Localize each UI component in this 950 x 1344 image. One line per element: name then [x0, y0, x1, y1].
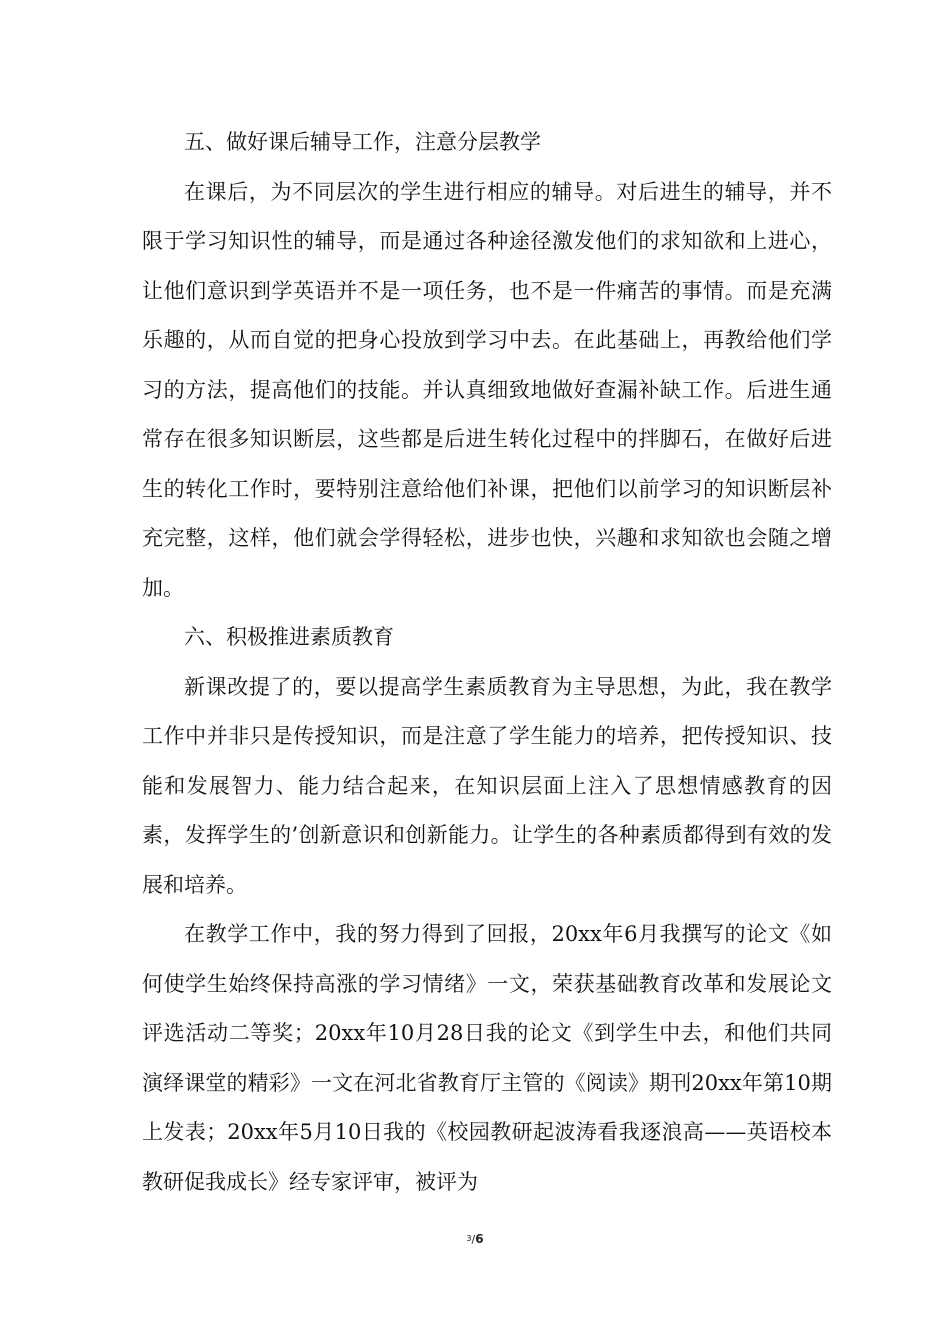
page-separator: /: [471, 1233, 476, 1246]
paragraph-achievements: 在教学工作中，我的努力得到了回报，20xx年6月我撰写的论文《如何使学生始终保持高涨的学习情绪》一文，荣获基础教育改革和发展论文评选活动二等奖；20xx年10月28日我的论文《到学生中去，和他们共同演绎课堂的精彩》一文在河北省教育厅主管的《阅读》期刊20xx年第10期上发表；20xx年5月10日我的《校园教研起波涛看我逐浪高——英语校本教研促我成长》经专家评审，被评为: [142, 922, 832, 1194]
paragraph-quality-education: 新课改提了的，要以提高学生素质教育为主导思想，为此，我在教学工作中并非只是传授知识，而是注意了学生能力的培养，把传授知识、技能和发展智力、能力结合起来，在知识层面上注入了思想情感教育的因素，发挥学生的’创新意识和创新能力。让学生的各种素质都得到有效的发展和培养。: [142, 674, 832, 897]
current-page-number: 3: [466, 1234, 472, 1243]
paragraph-tutoring: 在课后，为不同层次的学生进行相应的辅导。对后进生的辅导，并不限于学习知识性的辅导，而是通过各种途径激发他们的求知欲和上进心，让他们意识到学英语并不是一项任务，也不是一件痛苦的事情。而是充满乐趣的，从而自觉的把身心投放到学习中去。在此基础上，再教给他们学习的方法，提高他们的技能。并认真细致地做好查漏补缺工作。后进生通常存在很多知识断层，这些都是后进生转化过程中的拌脚石，在做好后进生的转化工作时，要特别注意给他们补课，把他们以前学习的知识断层补充完整，这样，他们就会学得轻松，进步也快，兴趣和求知欲也会随之增加。: [142, 179, 832, 600]
total-pages-number: 6: [475, 1232, 484, 1246]
section-heading-5: 五、做好课后辅导工作，注意分层教学: [184, 130, 541, 154]
section-heading-6: 六、积极推进素质教育: [184, 625, 394, 649]
page-number: [0, 1232, 950, 1247]
document-body: [142, 118, 832, 1207]
